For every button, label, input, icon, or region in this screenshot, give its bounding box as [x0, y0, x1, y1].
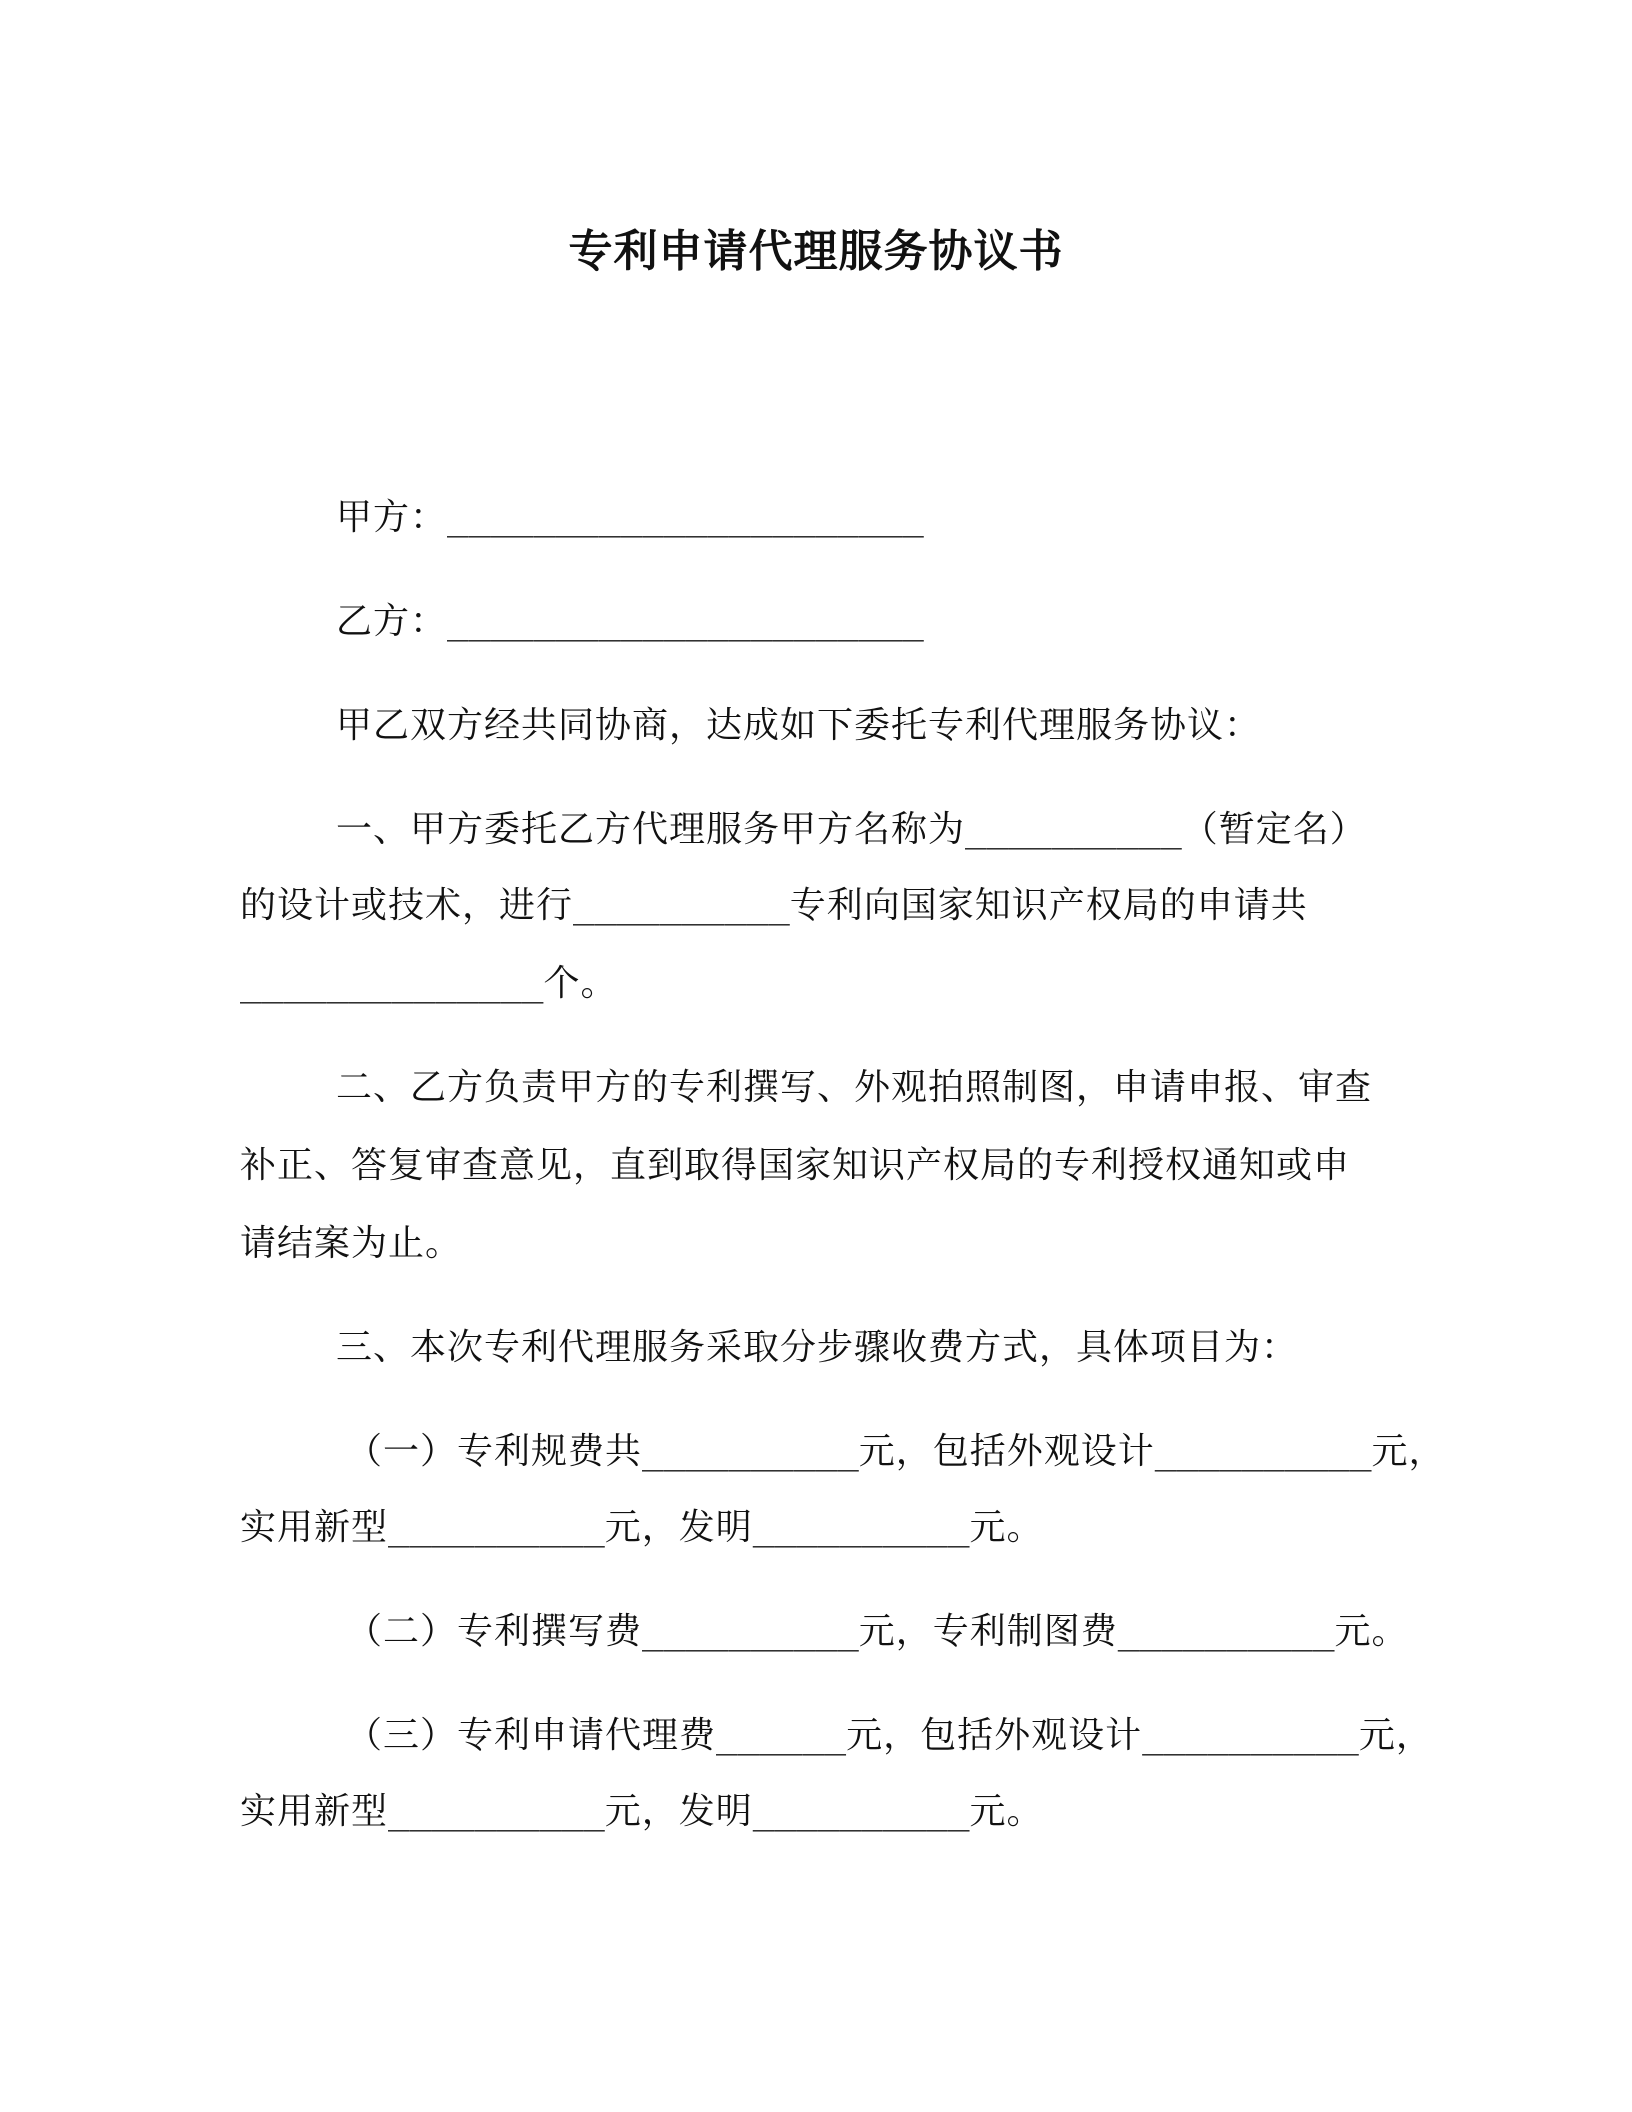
clause1-line1 — [336, 804, 1367, 856]
clause1-blank-name: __________ — [965, 809, 1182, 850]
clause3-item3-line1 — [346, 1710, 1433, 1762]
clause1-blank-type: __________ — [573, 885, 790, 926]
item1-blank-design: __________ — [1154, 1431, 1372, 1472]
item3-text-c: 元， — [1358, 1715, 1433, 1756]
clause2-line2: 补正、答复审查意见，直到取得国家知识产权局的专利授权通知或申 — [240, 1145, 1351, 1186]
clause3-item3-line2 — [240, 1786, 1044, 1838]
clause1-text-d: 专利向国家知识产权局的申请共 — [789, 885, 1308, 926]
intro-paragraph: 甲乙双方经共同协商，达成如下委托专利代理服务协议： — [336, 705, 1262, 746]
clause1-blank-count: ______________ — [240, 963, 544, 1004]
clause2-line1: 二、乙方负责甲方的专利撰写、外观拍照制图，申请申报、审查 — [336, 1067, 1373, 1108]
item2-text-c: 元。 — [1334, 1611, 1409, 1652]
item3-blank-agency: ______ — [716, 1715, 847, 1756]
clause3-heading: 三、本次专利代理服务采取分步骤收费方式，具体项目为： — [336, 1327, 1299, 1368]
party-b-label: 乙方： — [336, 601, 448, 642]
clause1-line3 — [240, 958, 617, 1010]
party-a-line — [336, 492, 924, 544]
party-b-line — [336, 596, 924, 648]
item1-text-a: （一）专利规费共 — [346, 1431, 643, 1472]
clause1-text-a: 一、甲方委托乙方代理服务甲方名称为 — [336, 809, 966, 850]
item2-blank-writing: __________ — [642, 1611, 859, 1652]
item3-blank-design: __________ — [1142, 1715, 1359, 1756]
clause3-item1-line2 — [240, 1502, 1044, 1554]
party-a-label: 甲方： — [336, 497, 448, 538]
item1-text-b: 元，包括外观设计 — [858, 1431, 1155, 1472]
clause3-item2-line1 — [346, 1606, 1409, 1658]
item1-text-d: 实用新型 — [240, 1507, 389, 1548]
item3-text-d: 实用新型 — [240, 1791, 389, 1832]
item3-text-f: 元。 — [969, 1791, 1044, 1832]
clause3-item1-line1 — [346, 1426, 1446, 1478]
clause1-text-b: （暂定名） — [1181, 809, 1367, 850]
item2-blank-drawing: __________ — [1117, 1611, 1335, 1652]
item3-text-b: 元，包括外观设计 — [846, 1715, 1143, 1756]
clause1-line2 — [240, 880, 1308, 932]
item1-text-e: 元，发明 — [604, 1507, 753, 1548]
clause1-text-e: 个。 — [543, 963, 618, 1004]
item1-text-f: 元。 — [969, 1507, 1044, 1548]
item1-blank-total: __________ — [642, 1431, 859, 1472]
clause1-text-c: 的设计或技术，进行 — [240, 885, 574, 926]
item3-text-a: （三）专利申请代理费 — [346, 1715, 717, 1756]
item2-text-b: 元，专利制图费 — [858, 1611, 1118, 1652]
item2-text-a: （二）专利撰写费 — [346, 1611, 643, 1652]
item3-blank-utility: __________ — [388, 1791, 605, 1832]
party-a-blank: ______________________ — [447, 497, 924, 538]
document-title: 专利申请代理服务协议书 — [568, 226, 1064, 277]
clause2-line3: 请结案为止。 — [240, 1223, 463, 1264]
item3-blank-invention: __________ — [752, 1791, 970, 1832]
party-b-blank: ______________________ — [447, 601, 924, 642]
item1-text-c: 元， — [1371, 1431, 1446, 1472]
item1-blank-invention: __________ — [752, 1507, 970, 1548]
item1-blank-utility: __________ — [388, 1507, 605, 1548]
item3-text-e: 元，发明 — [604, 1791, 753, 1832]
